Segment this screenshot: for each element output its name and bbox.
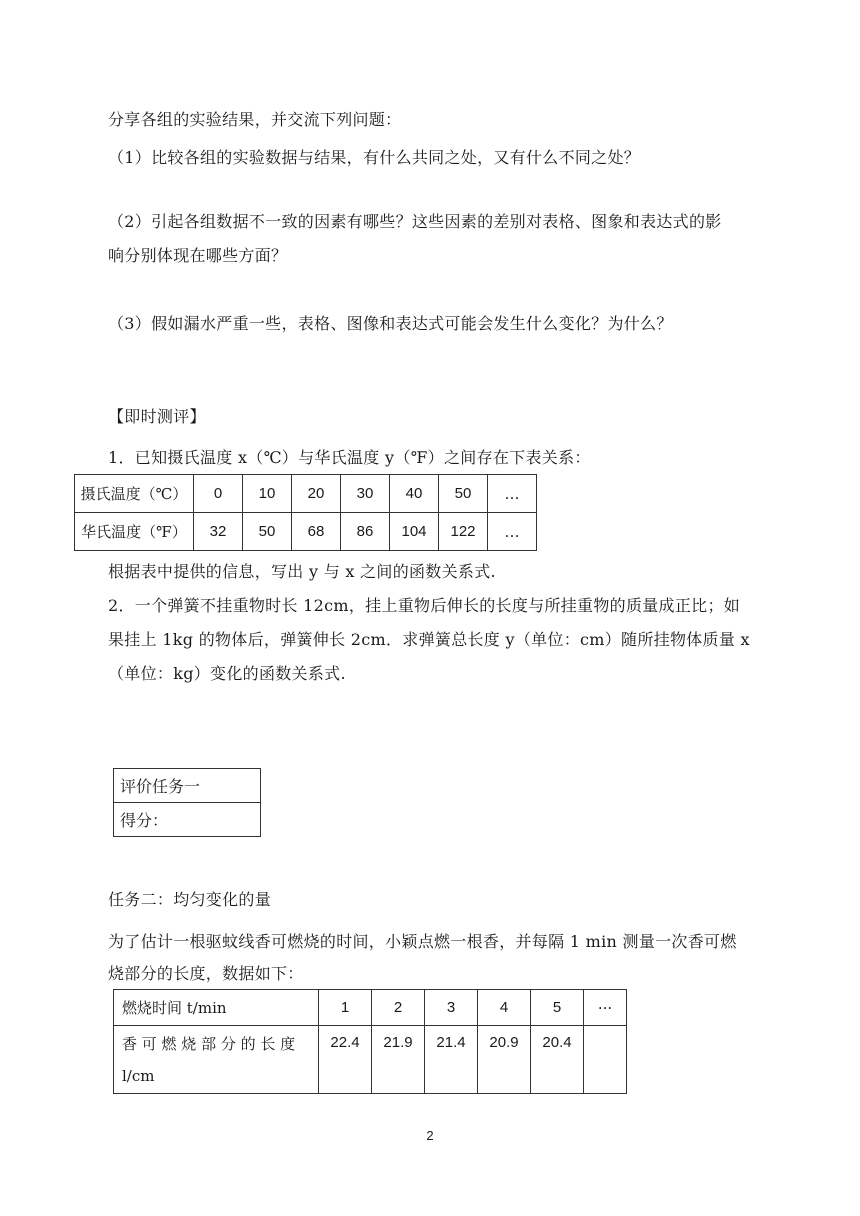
problem-2-line-3: （单位：kg）变化的函数关系式.	[108, 664, 346, 683]
task-2-line-2: 烧部分的长度，数据如下：	[108, 964, 304, 983]
table-cell: 68	[292, 513, 341, 551]
problem-2-line-2: 果挂上 1kg 的物体后，弹簧伸长 2cm．求弹簧总长度 y（单位：cm）随所挂物体质量 x	[108, 630, 750, 649]
table-cell: 86	[341, 513, 390, 551]
table-cell: …	[488, 475, 537, 513]
task-2-line-1: 为了估计一根驱蚊线香可燃烧的时间，小颖点燃一根香，并每隔 1 min 测量一次香可燃	[108, 932, 737, 951]
table-cell: 50	[439, 475, 488, 513]
table-cell: 燃烧时间 t/min	[114, 990, 319, 1026]
evaluation-title: 评价任务一	[114, 769, 261, 803]
problem-1-text: 1．已知摄氏温度 x（℃）与华氏温度 y（℉）之间存在下表关系：	[108, 448, 591, 467]
table-row	[114, 769, 261, 803]
question-1: （1）比较各组的实验数据与结果，有什么共同之处，又有什么不同之处？	[108, 148, 641, 167]
table-cell: 20.9	[478, 1026, 531, 1094]
temperature-table	[74, 474, 537, 551]
problem-1-after: 根据表中提供的信息，写出 y 与 x 之间的函数关系式.	[108, 562, 496, 581]
question-2: （2）引起各组数据不一致的因素有哪些？这些因素的差别对表格、图象和表达式的影	[108, 212, 722, 231]
incense-table	[113, 989, 627, 1094]
table-row	[75, 513, 537, 551]
table-cell: 21.9	[372, 1026, 425, 1094]
table-cell: 10	[243, 475, 292, 513]
table-row	[114, 990, 627, 1026]
table-cell: 104	[390, 513, 439, 551]
question-3: （3）假如漏水严重一些，表格、图像和表达式可能会发生什么变化？为什么？	[108, 314, 673, 333]
problem-2-line-1: 2．一个弹簧不挂重物时长 12cm，挂上重物后伸长的长度与所挂重物的质量成正比；如	[108, 596, 741, 615]
intro-text: 分享各组的实验结果，并交流下列问题：	[108, 110, 402, 129]
table-row	[114, 803, 261, 837]
table-row	[75, 475, 537, 513]
table-cell: 122	[439, 513, 488, 551]
table-cell: 20	[292, 475, 341, 513]
table-cell	[114, 1026, 319, 1094]
row-label-a: 香 可 燃 烧 部 分 的 长 度	[122, 1034, 296, 1053]
table-cell: 4	[478, 990, 531, 1026]
table-cell: ···	[584, 990, 627, 1026]
table-cell: 50	[243, 513, 292, 551]
evaluation-box	[113, 768, 261, 837]
table-row	[114, 1026, 627, 1094]
table-cell: 3	[425, 990, 478, 1026]
table-cell: 22.4	[319, 1026, 372, 1094]
table-cell: 30	[341, 475, 390, 513]
table-cell	[584, 1026, 627, 1094]
table-cell: 华氏温度（℉）	[75, 513, 194, 551]
table-cell: 32	[194, 513, 243, 551]
table-cell: 0	[194, 475, 243, 513]
table-cell: 40	[390, 475, 439, 513]
section-heading: 【即时测评】	[108, 407, 206, 426]
table-cell: 摄氏温度（℃）	[75, 475, 194, 513]
page-number: 2	[426, 1128, 434, 1143]
question-2-cont: 响分别体现在哪些方面？	[108, 246, 288, 265]
row-label-b: l/cm	[122, 1066, 155, 1085]
task-2-heading: 任务二：均匀变化的量	[108, 890, 272, 909]
table-cell: 20.4	[531, 1026, 584, 1094]
table-cell: 21.4	[425, 1026, 478, 1094]
score-label: 得分：	[114, 803, 261, 837]
table-cell: …	[488, 513, 537, 551]
table-cell: 2	[372, 990, 425, 1026]
table-cell: 1	[319, 990, 372, 1026]
table-cell: 5	[531, 990, 584, 1026]
